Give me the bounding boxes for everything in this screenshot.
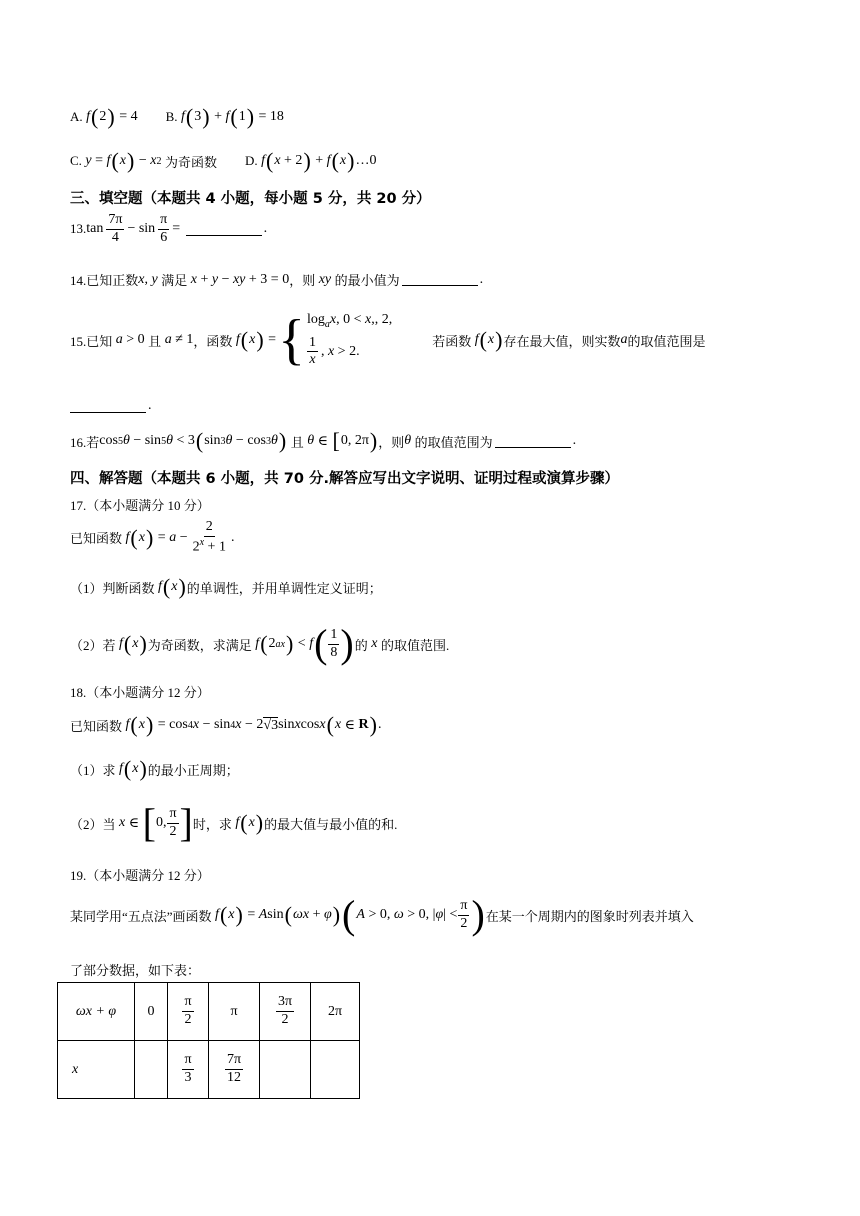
question-19-stem-cont: 了部分数据，如下表： <box>70 963 201 978</box>
question-18-part-2: （2）当 x ∈ [ 0, $\frac{\pi}{2}$ ] 时，求 f ( x ) 的最大值与最小值的和. <box>70 800 398 845</box>
table-cell: π <box>209 983 260 1041</box>
row-header-phase: ωx + φ <box>58 983 135 1041</box>
table-cell <box>135 1041 168 1099</box>
table-cell: 0 <box>135 983 168 1041</box>
question-16: 16.若 cos 5 θ − sin 5 θ < 3 ( sin 3 θ − cos 3 θ ) 且 θ ∈ [ 0, 2π ) ，则 θ 的取值范围为 . <box>70 428 577 453</box>
table-cell <box>311 1041 360 1099</box>
table-cell: $\frac{3\pi}{2}$ <box>260 983 311 1041</box>
option-a: A. f ( 2 ) = 4 <box>70 104 138 129</box>
question-17-part-2: （2）若 f ( x ) 为奇函数，求满足 f ( 2 ax ) < f ( $\frac{1}{8}$ ) 的 x 的取值范围. <box>70 621 450 666</box>
table-cell <box>260 1041 311 1099</box>
section-4-heading: 四、解答题（本题共 6 小题，共 70 分.解答应写出文字说明、证明过程或演算步骤） <box>70 471 619 487</box>
question-18-stem: 已知函数 f ( x ) = cos 4 x − sin 4 x − 2 √3 sin x cos x ( x ∈ R ) . <box>70 712 382 737</box>
option-c: C. y = f ( x ) − x 2 为奇函数 <box>70 148 217 173</box>
question-17-stem: 已知函数 f ( x ) = a − $\frac{2}{2^x + 1}$ . <box>70 519 235 555</box>
five-point-table <box>57 982 360 1099</box>
question-13: 13. tan $\frac{7\pi}{4}$ − sin $\frac{\pi}{6}$ = . <box>70 212 268 245</box>
question-17-heading: 17.（本小题满分 10 分） <box>70 498 210 513</box>
answer-blank[interactable] <box>186 223 262 236</box>
table-cell: 2π <box>311 983 360 1041</box>
question-15-blank: . <box>70 398 152 414</box>
table-cell: $\frac{7\pi}{12}$ <box>209 1041 260 1099</box>
question-17-part-1: （1）判断函数 f ( x ) 的单调性，并用单调性定义证明； <box>70 574 382 599</box>
question-19-stem: 某同学用“五点法”画函数 f ( x ) = A sin ( ωx + φ ) ( A > 0, ω > 0, | φ | < $\frac{\pi}{2}$ ) 在某一个周期内的图象时列表并填入 <box>70 892 694 937</box>
question-18-heading: 18.（本小题满分 12 分） <box>70 685 210 700</box>
table-cell: $\frac{\pi}{2}$ <box>168 983 209 1041</box>
options-ab <box>70 104 312 130</box>
section-3-heading: 三、填空题（本题共 4 小题，每小题 5 分，共 20 分） <box>70 191 431 207</box>
row-header-x: x <box>58 1041 135 1099</box>
option-b: B. f ( 3 ) + f ( 1 ) = 18 <box>165 104 284 129</box>
question-15: 15.已知 a > 0 且 a ≠ 1 ，函数 f ( x ) = { $\log_ax$, 0 < x,, 2, $\frac{1}{x}$ , x > 2. 若函数 f ( x ) 存在最大值，则实数 a 的取值范围是 <box>70 309 706 372</box>
question-19-heading: 19.（本小题满分 12 分） <box>70 868 210 883</box>
answer-blank[interactable] <box>70 400 146 413</box>
table-cell: $\frac{\pi}{3}$ <box>168 1041 209 1099</box>
options-cd <box>70 148 404 174</box>
table-row <box>58 1041 360 1099</box>
option-d: D. f ( x + 2 ) + f ( x ) …0 <box>244 148 377 173</box>
question-18-part-1: （1）求 f ( x ) 的最小正周期； <box>70 756 239 781</box>
answer-blank[interactable] <box>402 273 478 286</box>
answer-blank[interactable] <box>495 435 571 448</box>
table-row <box>58 983 360 1041</box>
question-14: 14.已知正数 x , y 满足 x + y − xy + 3 = 0 ，则 xy 的最小值为 . <box>70 271 484 288</box>
